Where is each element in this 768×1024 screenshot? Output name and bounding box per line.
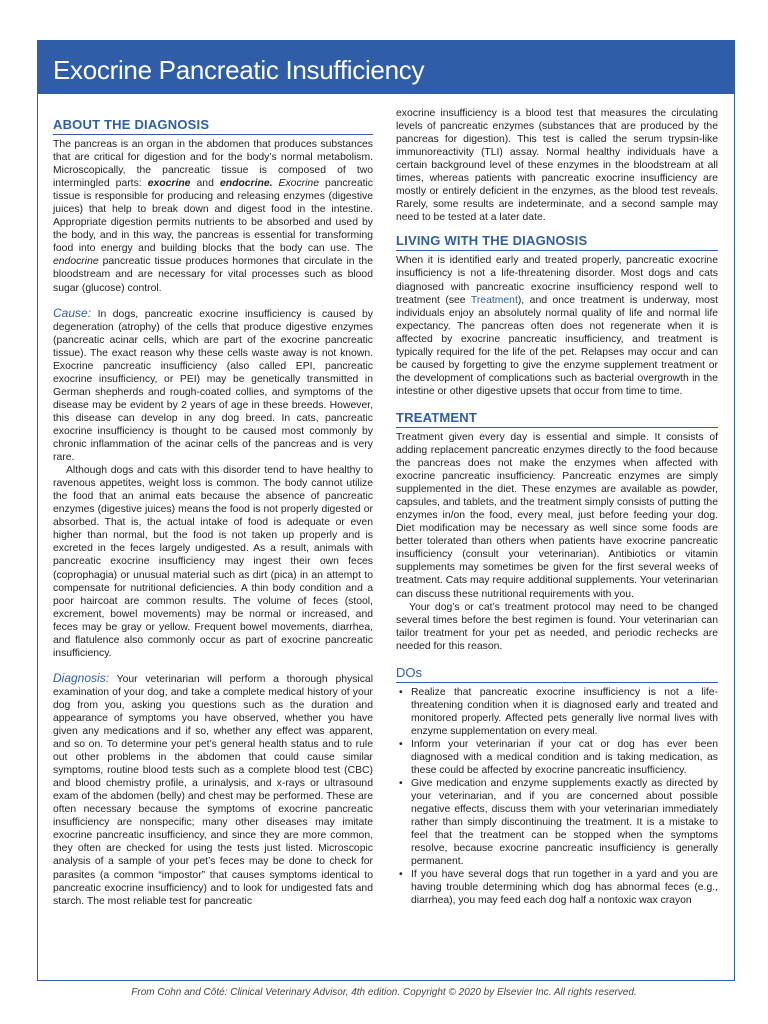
treatment-link[interactable]: Treatment (470, 294, 518, 306)
living-heading: LIVING WITH THE DIAGNOSIS (396, 233, 718, 251)
diagnosis-label: Diagnosis: (53, 670, 110, 685)
about-heading: ABOUT THE DIAGNOSIS (53, 117, 373, 135)
bullet-icon: • (399, 778, 403, 790)
bullet-icon: • (399, 738, 403, 750)
bullet-icon: • (399, 686, 403, 698)
list-item: • Inform your veterinarian if your cat or dog has ever been diagnosed with a medical condition and is taking medication, as these could be affected by exocrine pancreatic insufficiency. (399, 738, 718, 777)
cause-label: Cause: (53, 305, 92, 320)
treatment-paragraph: Treatment given every day is essential and simple. It consists of adding replacement pancreatic enzymes directly to the food because the pancreas does not make the enzymes when affected with exocrine pancreatic insufficiency. Pancreatic enzymes are simply supplemented in the diet. These enzymes are available as powder, capsules, and tablets, and the treatment simply consists of putting the enzymes in/on the food, every meal, just before feeding your dog. Diet modification may be necessary as well since some foods are better tolerated than others when patients have exocrine pancreatic insufficiency (consult your veterinarian). Antibiotics or vitamin supplements may sometimes be given for the first several weeks of treatment. Cats may require additional supplements. Your veterinarian can discuss these nutritional requirements with you. (396, 431, 718, 600)
about-paragraph: The pancreas is an organ in the abdomen that produces substances that are critical for digestion and for the body’s normal metabolism. Microscopically, the pancreatic tissue is composed of two intermingled parts: exocrine and endocrine. Exocrine pancreatic tissue is responsible for producing and releasing enzymes (digestive juices) that help to break down and digest food in the intestine. Appropriate digestion permits nutrients to be absorbed and used by the body, and in this way, the pancreas is essential for transforming food into energy and building blocks that the body can use. The endocrine pancreatic tissue produces hormones that circulate in the bloodstream and are necessary for vital processes such as blood sugar (glucose) control. (53, 139, 373, 294)
page-title: Exocrine Pancreatic Insufficiency (53, 55, 425, 85)
living-paragraph: When it is identified early and treated properly, pancreatic exocrine insufficiency is not a life-threatening disorder. Most dogs and cats diagnosed with pancreatic exocrine insufficiency respond well to treatment (see Treatment), and once treatment is underway, most individuals enjoy an absolutely normal quality of life and normal life expectancy. The pancreas often does not regenerate when it is affected by exocrine pancreatic insufficiency, and treatment is typically required for the life of the pet. Relapses may occur and can be caused by forgetting to give the enzyme supplement treatment or the development of complications such as bacterial overgrowth in the intestine or other digestive upsets that occur from time to time. (396, 255, 718, 397)
treatment-heading: TREATMENT (396, 410, 718, 428)
list-item: • If you have several dogs that run together in a yard and you are having trouble determining which dog has abnormal feces (e.g., diarrhea), you may feed each dog half a nontoxic wax crayon (399, 869, 718, 907)
tli-paragraph: exocrine insufficiency is a blood test that measures the circulating levels of pancreatic enzymes (substances that are produced by the pancreas for digestion). This test is called the serum trypsin-like immunoreactivity (TLI) assay. Normal healthy individuals have a certain background level of these enzymes in the bloodstream at all times, whereas patients with pancreatic exocrine insufficiency are mostly or entirely deficient in the enzymes, as the blood test reveals. Rarely, some results are indeterminate, and a second sample may need to be tested at a later date. (396, 108, 718, 224)
protocol-paragraph: Your dog’s or cat’s treatment protocol may need to be changed several times before the best regimen is found. Your veterinarian can tailor treatment for your pet as needed, and periodic rechecks are needed for this reason. (396, 601, 718, 652)
list-item: • Give medication and enzyme supplements exactly as directed by your veterinarian, and if you are concerned about possible negative effects, discuss them with your veterinarian immediately rather than simply discontinuing the treatment. It is a mistake to feel that the treatment can be stopped when the symptoms resolve, because exocrine pancreatic insufficiency is generally permanent. (399, 778, 718, 868)
dos-list (396, 686, 718, 908)
title-banner (38, 41, 734, 94)
right-column (396, 107, 718, 908)
left-column (53, 117, 373, 908)
copyright-footer: From Cohn and Côté: Clinical Veterinary Advisor, 4th edition. Copyright © 2020 by Elsevier Inc. All rights reserved. (131, 987, 637, 998)
handout-page (37, 40, 735, 981)
list-item: • Realize that pancreatic exocrine insufficiency is not a life-threatening condition when it is diagnosed early and treated and monitored properly. Affected pets generally live normal lives with enzyme supplementation on every meal. (399, 686, 718, 737)
bullet-icon: • (399, 869, 403, 881)
dos-heading: DOs (396, 665, 718, 683)
diagnosis-paragraph: Diagnosis: Your veterinarian will perform a thorough physical examination of your dog, and take a complete medical history of your dog from you, asking you questions such as the duration and appearance of symptoms you have observed, whether you have given any medications and if so, whether any effect was apparent, and so on. To determine your pet’s general health status and to rule out other problems in the abdomen that could cause similar symptoms, routine blood tests such as a complete blood test (CBC) and blood chemistry profile, a urinalysis, and x-rays or ultrasound exam of the abdomen (belly) and chest may be performed. These are often necessary because the symptoms of exocrine pancreatic insufficiency are nonspecific; many other diseases may imitate exocrine pancreatic insufficiency, and since they are more common, they often are checked for using the tests just listed. Microscopic analysis of a sample of your pet’s feces may be done to check for parasites (a common “impostor” that causes symptoms identical to pancreatic exocrine insufficiency) and to look for undigested fats and starch. The most reliable test for pancreatic (53, 670, 373, 907)
symptoms-paragraph: Although dogs and cats with this disorder tend to have healthy to ravenous appetites, weight loss is common. The body cannot utilize the food that an animal eats because the absence of pancreatic enzymes (digestive juices) means the food is not properly digested or absorbed. That is, the actual intake of food is adequate or even higher than normal, but the food is not taken up properly and is excreted in the feces largely undigested. As a result, animals with pancreatic exocrine insufficiency may ingest their own feces (coprophagia) or unusual material such as dirt (pica) in an attempt to compensate for nutritional deficiencies. A thin body condition and a poor haircoat are common results. The volume of feces (stool, excrement, bowel movements) may be normal or increased, and feces may be gray or yellow. Frequent bowel movements, diarrhea, and flatulence also commonly occur as part of exocrine pancreatic insufficiency. (53, 465, 373, 659)
cause-paragraph: Cause: In dogs, pancreatic exocrine insufficiency is caused by degeneration (atrophy) of the cells that produce digestive enzymes (pancreatic acinar cells, which are part of the exocrine pancreatic tissue). The exact reason why these cells waste away is not known. Exocrine pancreatic insufficiency (also called EPI, pancreatic exocrine insufficiency, or PEI) may be genetically transmitted in German shepherds and rough-coated collies, and symptoms of the disease may be evident by 2 years of age in these breeds. However, this disease can develop in any dog breed. In cats, pancreatic exocrine insufficiency is thought to be caused most commonly by chronic inflammation of the acinar cells of the pancreas and is very rare. (53, 305, 373, 464)
